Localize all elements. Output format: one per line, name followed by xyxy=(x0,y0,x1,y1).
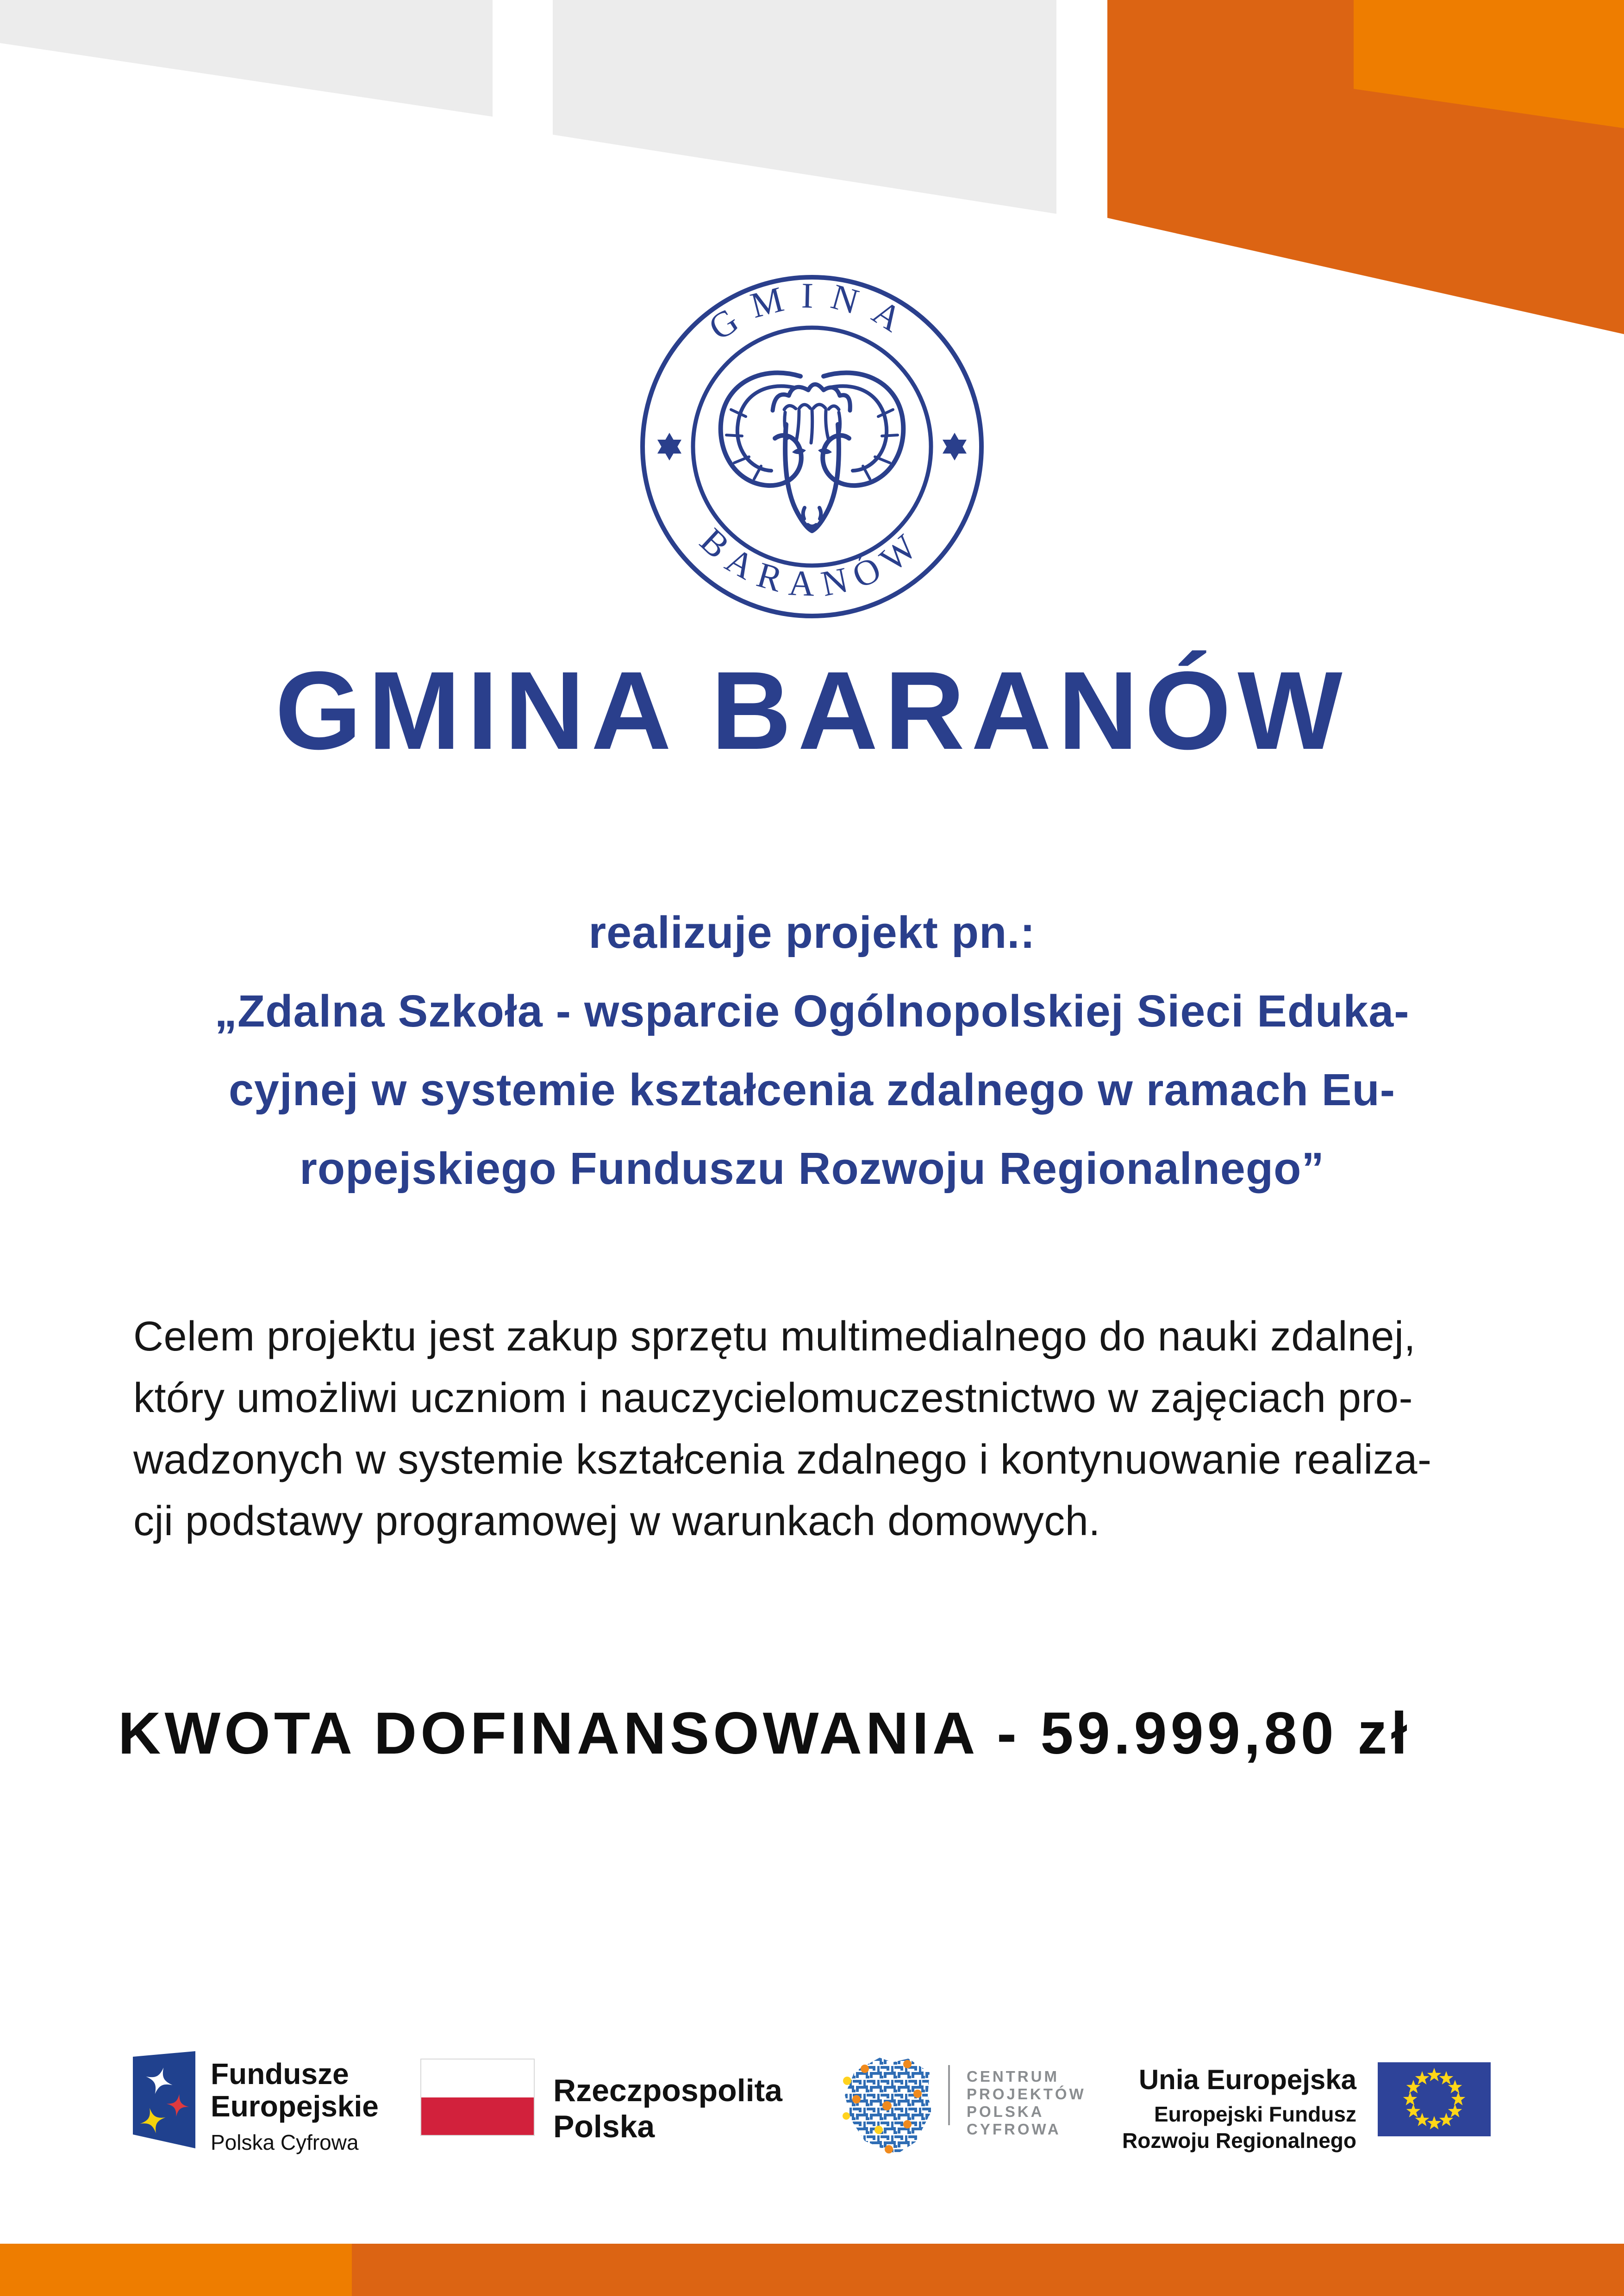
seal-star-right-icon xyxy=(943,433,967,460)
bottom-bar-light-orange xyxy=(0,2244,352,2296)
ribbon-gray-middle xyxy=(553,0,1056,214)
seal-star-left-icon xyxy=(657,433,681,460)
cppc-poland-maze-icon xyxy=(838,2051,933,2155)
cppc-line3: POLSKA xyxy=(967,2103,1044,2120)
fundusze-europejskie-flag-icon xyxy=(133,2051,195,2148)
funding-amount-line: KWOTA DOFINANSOWANIA - 59.999,80 zł xyxy=(118,1700,1411,1767)
cppc-line2: PROJEKTÓW xyxy=(967,2085,1086,2103)
description-line: wadzonych w systemie kształcenia zdalnego i kontynuowanie realiza- xyxy=(133,1437,1432,1483)
seal-arc-top-text: GMINA xyxy=(701,274,923,348)
cppc-line1: CENTRUM xyxy=(967,2068,1059,2085)
ribbon-gray-left xyxy=(0,0,493,117)
cppc-label xyxy=(967,2068,1086,2138)
description-line: który umożliwi uczniom i nauczycielomuczestnictwo w zajęciach pro- xyxy=(133,1375,1413,1421)
eu-line2: Europejski Fundusz xyxy=(1154,2102,1356,2126)
poland-flag-icon xyxy=(420,2059,535,2136)
description-line: cji podstawy programowej w warunkach domowych. xyxy=(133,1498,1100,1544)
fe-line3: Polska Cyfrowa xyxy=(211,2130,359,2154)
eu-line3: Rozwoju Regionalnego xyxy=(1122,2128,1356,2153)
project-name-line: cyjnej w systemie kształcenia zdalnego w ramach Eu- xyxy=(228,1064,1396,1115)
unia-europejska-label xyxy=(1079,2065,1356,2154)
eu-flag-icon xyxy=(1378,2062,1491,2136)
intro-subtitle: realizuje projekt pn.: xyxy=(588,907,1036,958)
fe-line1: Fundusze xyxy=(211,2057,349,2091)
rp-line2: Polska xyxy=(553,2109,655,2144)
fundusze-europejskie-label xyxy=(211,2058,379,2154)
fe-line2: Europejskie xyxy=(211,2090,379,2123)
gmina-baranow-seal-icon xyxy=(636,271,988,622)
project-name-line: „Zdalna Szkoła - wsparcie Ogólnopolskiej Sieci Eduka- xyxy=(214,986,1410,1036)
rzeczpospolita-polska-label xyxy=(553,2072,782,2145)
description-line: Celem projektu jest zakup sprzętu multimedialnego do nauki zdalnej, xyxy=(133,1313,1416,1360)
ram-head-icon xyxy=(721,373,904,531)
page-title: GMINA BARANÓW xyxy=(275,648,1349,772)
eu-line1: Unia Europejska xyxy=(1138,2064,1356,2095)
rp-line1: Rzeczpospolita xyxy=(553,2073,782,2108)
cppc-line4: CYFROWA xyxy=(967,2121,1061,2138)
bottom-bar-dark-orange xyxy=(352,2244,1624,2296)
cppc-separator xyxy=(948,2065,950,2125)
project-description xyxy=(133,1306,1522,1552)
svg-text:GMINA xyxy=(701,275,922,348)
seal-arc-bottom-text: BARANÓW xyxy=(692,520,932,604)
project-intro xyxy=(0,893,1624,1208)
project-name-line: ropejskiego Funduszu Rozwoju Regionalnego” xyxy=(300,1143,1324,1194)
